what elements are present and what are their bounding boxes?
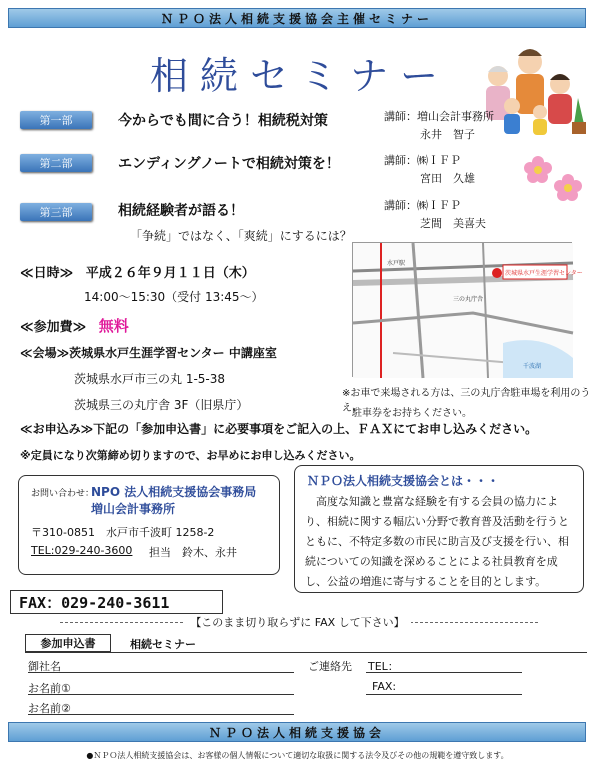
contact-prefix: お問い合わせ：	[31, 489, 95, 499]
venue-label: ≪会場≫	[20, 346, 70, 360]
form-tab: 参加申込書	[25, 634, 111, 652]
fee-value: 無料	[98, 317, 129, 335]
part-2-badge: 第二部	[20, 154, 92, 172]
apply-instructions: ≪お申込み≫下記の「参加申込書」に必要事項をご記入の上、ＦＡＸにてお申し込みください。	[20, 422, 538, 436]
map-label-center: 茨城県水戸生涯学習センター	[505, 270, 583, 277]
fax-label: FAX:	[372, 680, 397, 693]
name2-label: お名前②	[28, 702, 71, 715]
about-body: 高度な知識と豊富な経験を有する会員の協力により、相続に関する幅広い分野で教育普及活動を行うとともに、不特定多数の市民に助言及び支援を行い、相続についての知識を深めることによる社員教育を成し、公益の増進に寄与することを目的とします。	[305, 495, 569, 588]
fax-number-box: FAX：029-240-3611	[10, 590, 223, 614]
contact-postal: 〒310-0851 水戸市千波町 1258-2	[31, 526, 215, 539]
name2-field[interactable]	[28, 714, 294, 715]
venue-building: 茨城県三の丸庁舎 3F（旧県庁）	[74, 398, 249, 412]
date-value: 平成２６年９月１１日（木）	[85, 266, 255, 281]
name1-label: お名前①	[28, 682, 71, 695]
lecturer-3: 講師：㈱ＩＦＰ 芝間 美喜夫	[384, 199, 486, 230]
privacy-note: ●ＮＰＯ法人相続支援協会は、お客様の個人情報について適切な取扱に関する法令及びその他の規範を遵守致します。	[86, 751, 509, 760]
part-1-badge: 第一部	[20, 111, 92, 129]
contact-tel[interactable]: TEL:029-240-3600	[31, 544, 133, 557]
page-title: 相続セミナー	[150, 54, 451, 98]
fax-field[interactable]	[366, 694, 522, 695]
part-3-subtitle: 「争続」ではなく、「爽続」にするには？	[130, 229, 352, 243]
lecturer-1: 講師：増山会計事務所 永井 智子	[384, 110, 494, 141]
about-box	[294, 465, 584, 593]
venue-row	[20, 344, 277, 361]
map-label-office: 三の丸庁舎	[453, 296, 484, 303]
part-2-title: エンディングノートで相続対策を！	[118, 156, 340, 172]
about-title: ＮＰＯ法人相続支援協会とは・・・	[307, 474, 500, 488]
time-value: 14:00〜15:30（受付 13:45〜）	[84, 290, 264, 304]
map-label-station: 水戸駅	[387, 260, 406, 267]
form-top-line	[25, 652, 587, 653]
part-3-title: 相続経験者が語る！	[118, 203, 244, 219]
name1-field[interactable]	[28, 694, 294, 695]
fee-row	[20, 315, 129, 336]
footer-bar-text: ＮＰＯ法人相続支援協会	[208, 725, 385, 740]
date-row	[20, 262, 255, 281]
venue-address: 茨城県水戸市三の丸 1-5-38	[74, 372, 226, 386]
fee-label: ≪参加費≫	[20, 320, 87, 335]
header-bar-text: ＮＰＯ法人相続支援協会主催セミナー	[160, 11, 433, 26]
flower-icon	[520, 150, 590, 210]
form-seminar-name: 相続セミナー	[130, 638, 196, 651]
contact-label: ご連絡先	[308, 660, 352, 673]
tel-field[interactable]	[366, 672, 522, 673]
contact-box	[18, 475, 280, 575]
tel-label: TEL：	[368, 660, 399, 673]
venue-name: 茨城県水戸生涯学習センター 中講座室	[69, 346, 277, 360]
capacity-note: ※定員になり次第締め切りますので、お早めにお申し込みください。	[20, 449, 361, 462]
contact-org2: 増山会計事務所	[91, 502, 176, 516]
cut-line-text: 【このまま切り取らずに FAX して下さい】	[184, 616, 410, 629]
access-map	[352, 242, 583, 377]
company-field[interactable]	[28, 672, 294, 673]
footer-bar	[8, 722, 586, 742]
parking-note-2: 駐車券をお持ちください。	[352, 408, 472, 419]
header-bar	[8, 8, 586, 28]
lecturer-2: 講師：㈱ＩＦＰ 宮田 久雄	[384, 154, 475, 185]
parking-note-1: ※お車で来場される方は、三の丸庁舎駐車場を利用のうえ、	[342, 388, 591, 414]
part-1-title: 今からでも間に合う！相続税対策	[118, 113, 328, 129]
contact-org1: NPO 法人相続支援協会事務局	[91, 485, 257, 499]
map-label-lake: 千波湖	[523, 363, 542, 370]
part-3-badge: 第三部	[20, 203, 92, 221]
contact-staff: 担当 鈴木、永井	[149, 546, 237, 559]
company-label: 御社名	[28, 660, 61, 673]
date-label: ≪日時≫	[20, 266, 74, 281]
